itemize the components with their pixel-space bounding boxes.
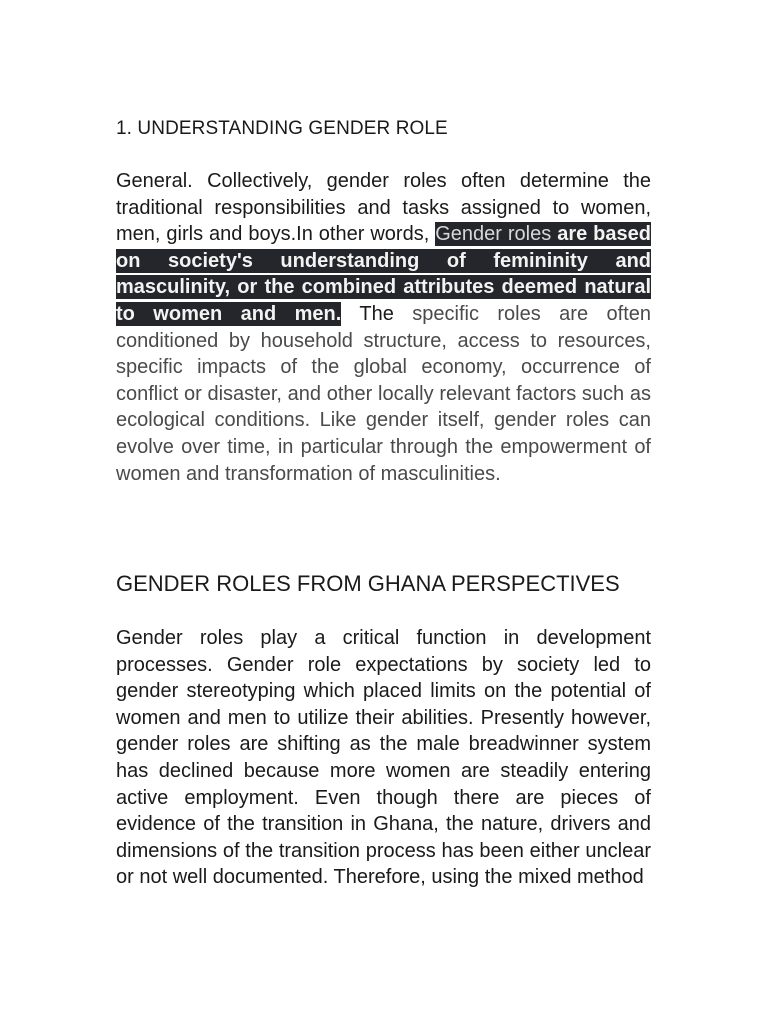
paragraph-intro-text: General. Collectively, gender roles often determine the traditional responsibilities and tasks assigned to women, men, girls and boys.In other words, (116, 170, 651, 246)
highlight-bold-text: are based on society's understanding of femininity and masculinity, or the combined attributes deemed natural to women and men. (116, 223, 651, 325)
highlight-light-text: Gender roles (435, 223, 552, 246)
section-heading-ghana-perspectives: GENDER ROLES FROM GHANA PERSPECTIVES (116, 571, 620, 596)
paragraph-understanding-gender-role (116, 168, 651, 487)
paragraph-rest-text: specific roles are often conditioned by household structure, access to resources, specific impacts of the global economy, occurrence of conflict or disaster, and other locally relevant factors such as ecological conditions. Like gender itself, gender roles can evolve over time, in particular through the empowerment of women and transformation of masculinities. (116, 302, 651, 485)
paragraph-the-word: The (341, 302, 394, 325)
paragraph-ghana-perspectives: Gender roles play a critical function in development processes. Gender role expectations by society led to gender stereotyping which placed limits on the potential of women and men to utilize their abilities. Presently however, gender roles are shifting as the male breadwinner system has declined because more women are steadily entering active employment. Even though there are pieces of evidence of the transition in Ghana, the nature, drivers and dimensions of the transition process has been either unclear or not well documented. Therefore, using the mixed method (116, 627, 651, 889)
section-heading-understanding-gender-role: 1. UNDERSTANDING GENDER ROLE (116, 118, 448, 139)
